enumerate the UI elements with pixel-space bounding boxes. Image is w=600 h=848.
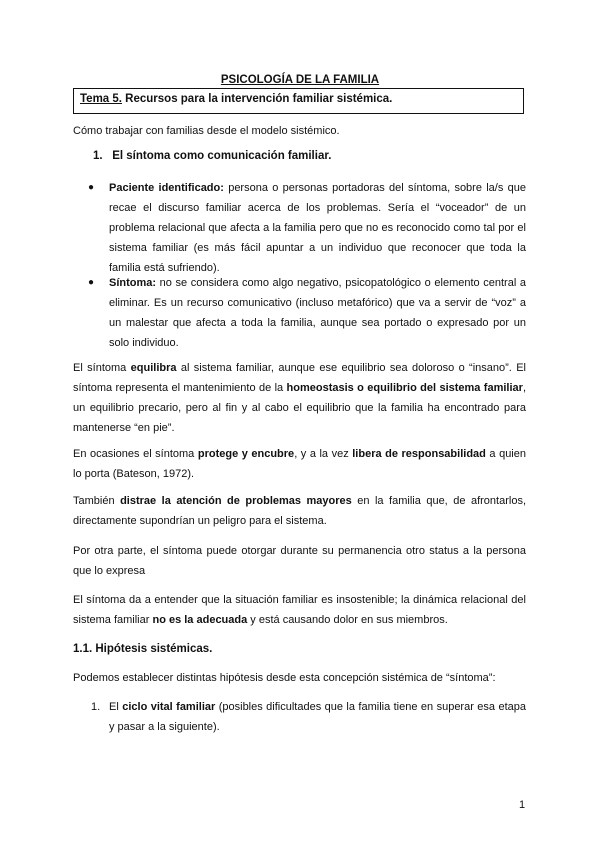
text-run: en la familia que, de afrontarlos, directamente supondrían un peligro para el sistema. — [73, 495, 526, 527]
paragraph-unsustainable — [73, 590, 526, 630]
text-run: y está causando dolor en sus miembros. — [247, 614, 448, 626]
topic-box — [73, 88, 524, 114]
bold-run: protege y encubre — [197, 448, 295, 460]
text-run: En ocasiones el síntoma — [73, 448, 198, 460]
bold-run: libera de responsabilidad — [352, 448, 486, 460]
bold-run: distrae la atención de problemas mayores — [120, 495, 352, 507]
bullet-dot-icon: ● — [88, 182, 95, 193]
text-run: al sistema familiar, aunque ese equilibrio sea doloroso o “insano”. El síntoma representa el mantenimiento de la — [73, 362, 526, 394]
text-run: , y a la vez — [294, 448, 353, 460]
bullet-item — [88, 178, 526, 278]
bullet-term: Síntoma: — [109, 277, 157, 289]
paragraph-protects — [73, 444, 526, 484]
section-1-title: El síntoma como comunicación familiar. — [112, 150, 332, 162]
bold-run: equilibra — [130, 362, 177, 374]
text-run: (posibles dificultades que la familia tiene en superar esa etapa y pasar a la siguiente). — [109, 701, 526, 733]
numbered-list-item — [91, 697, 526, 737]
page-number: 1 — [519, 799, 526, 811]
paragraph-hypotheses: Podemos establecer distintas hipótesis desde esta concepción sistémica de “síntoma”: — [73, 672, 496, 684]
bullet-text: persona o personas portadoras del síntoma, sobre la/s que recae el discurso familiar acerca de los problemas. Sería el “voceador” de un problema relacional que afecta a la familia pero que no es reconocido como tal por el sistema familiar (es más fácil apuntar a un individuo que reconocer que toda la familia está sufriendo). — [109, 182, 526, 274]
text-run: También — [73, 495, 121, 507]
paragraph-equilibrium — [73, 358, 526, 438]
bold-run: no es la adecuada — [152, 614, 248, 626]
text-run: El síntoma — [73, 362, 131, 374]
paragraph-status: Por otra parte, el síntoma puede otorgar durante su permanencia otro status a la persona que lo expresa — [73, 545, 526, 577]
topic-text: Recursos para la intervención familiar sistémica. — [121, 93, 393, 105]
bullet-dot-icon: ● — [88, 277, 95, 288]
bullet-item — [88, 273, 526, 353]
text-run: El — [109, 701, 123, 713]
section-1-1-heading: 1.1. Hipótesis sistémicas. — [73, 643, 213, 655]
document-title: PSICOLOGÍA DE LA FAMILIA — [220, 74, 380, 86]
section-1-heading — [93, 150, 331, 162]
bullet-text: no se considera como algo negativo, psicopatológico o elemento central a eliminar. Es un recurso comunicativo (incluso metafórico) que va a servir de “voz” a un malestar que afecta a toda la familia, aunque sea portado o expresado por un solo individuo. — [109, 277, 526, 349]
bold-run: ciclo vital familiar — [122, 701, 216, 713]
intro-paragraph: Cómo trabajar con familias desde el modelo sistémico. — [73, 125, 340, 137]
text-run: a quien lo porta (Bateson, 1972). — [73, 448, 526, 480]
text-run: El síntoma da a entender que la situación familiar es insostenible; la dinámica relacional del sistema familiar — [73, 594, 526, 626]
topic-label: Tema 5. — [80, 93, 122, 105]
list-number: 1. — [91, 701, 101, 713]
text-run: , un equilibrio precario, pero al fin y al cabo el equilibrio que la familia ha encontrado para mantenerse “en pie”. — [73, 382, 526, 434]
paragraph-distracts — [73, 491, 526, 531]
bold-run: homeostasis o equilibrio del sistema familiar — [286, 382, 523, 394]
section-1-number: 1. — [93, 150, 103, 162]
bullet-term: Paciente identificado: — [109, 182, 224, 194]
